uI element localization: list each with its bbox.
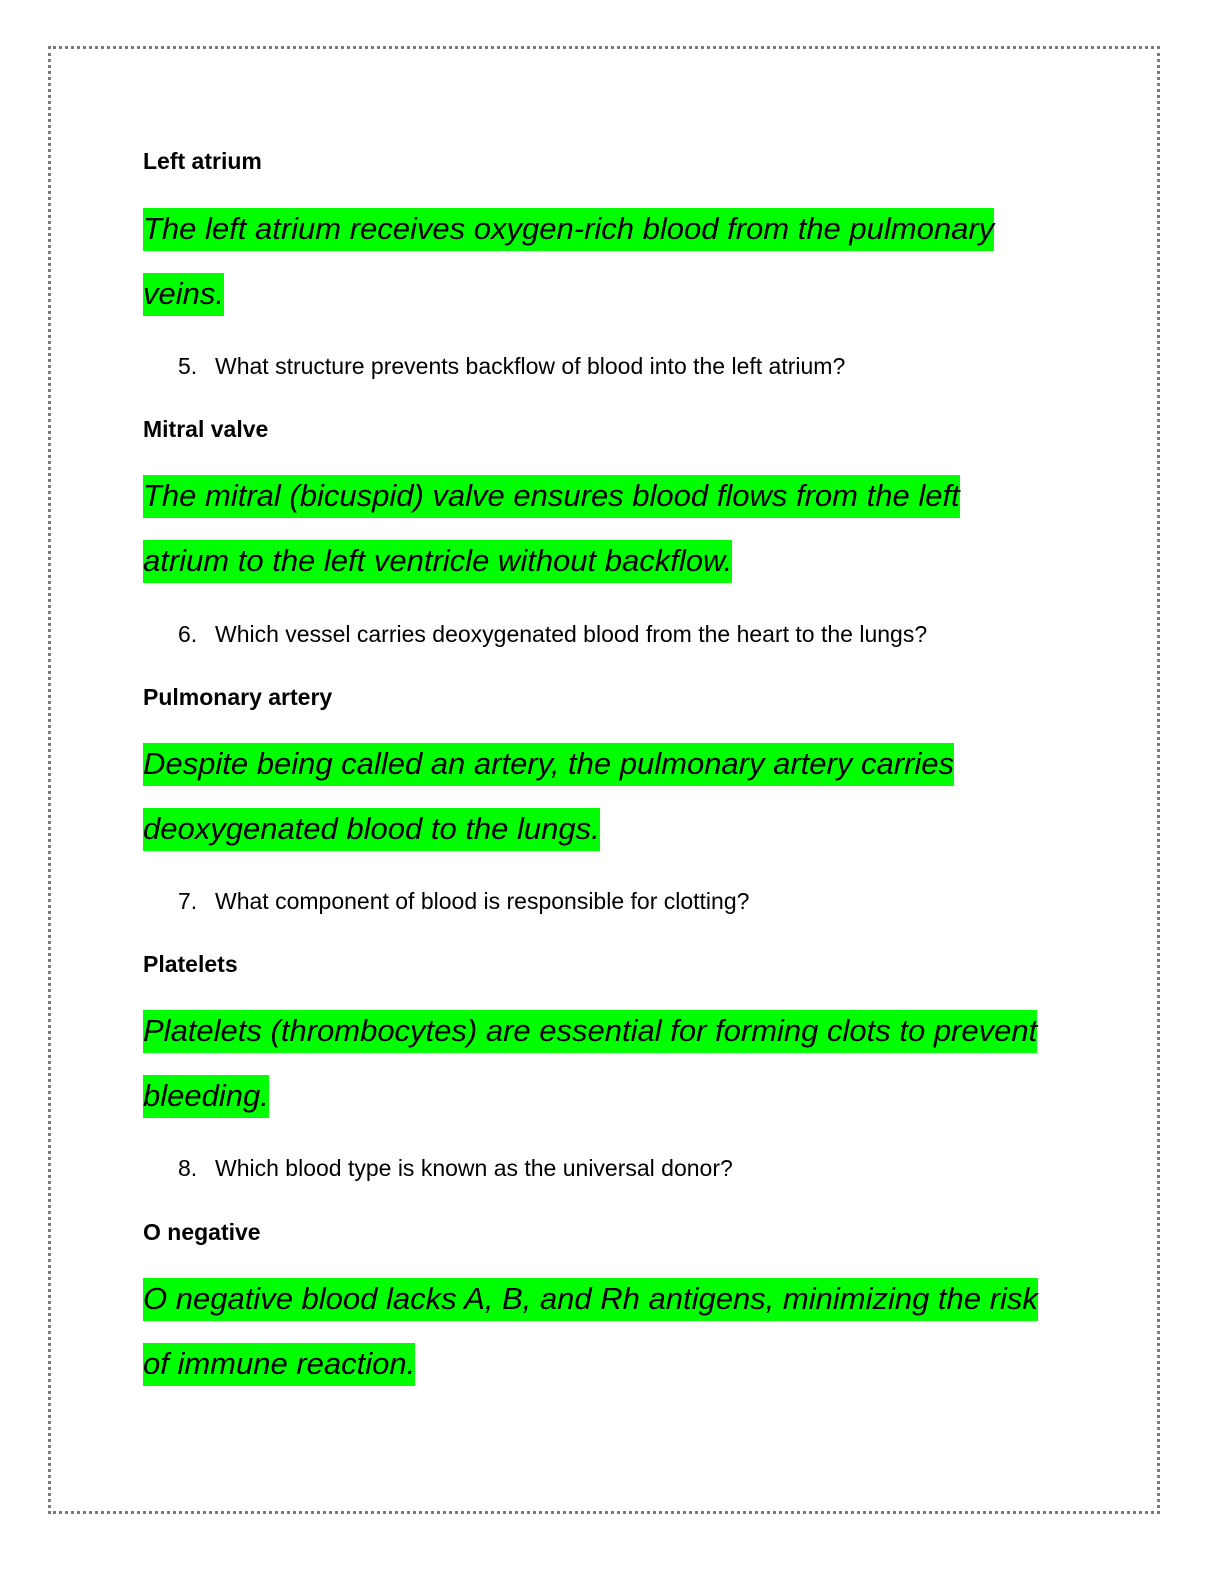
answer-title: Left atrium <box>143 148 262 174</box>
answer-title: Platelets <box>143 951 238 977</box>
answer-title: O negative <box>143 1219 261 1245</box>
answer-explanation <box>143 463 1053 593</box>
answer-title: Mitral valve <box>143 416 269 442</box>
highlighted-text: The mitral (bicuspid) valve ensures blood flows from the left atrium to the left ventricle without backflow. <box>143 475 960 583</box>
question <box>143 1154 1108 1182</box>
highlighted-text: Platelets (thrombocytes) are essential for forming clots to prevent bleeding. <box>143 1010 1037 1118</box>
question-number: 5. <box>178 353 198 379</box>
question-text: What structure prevents backflow of blood into the left atrium? <box>215 353 846 379</box>
highlighted-text: Despite being called an artery, the pulmonary artery carries deoxygenated blood to the lungs. <box>143 743 954 851</box>
question-text: What component of blood is responsible for clotting? <box>215 888 750 914</box>
question-number: 6. <box>178 621 198 647</box>
answer-title: Pulmonary artery <box>143 684 333 710</box>
answer-explanation <box>143 1266 1053 1396</box>
answer-explanation <box>143 196 1053 326</box>
answer-explanation <box>143 998 1053 1128</box>
question-number: 8. <box>178 1155 198 1181</box>
question <box>143 887 1108 915</box>
question <box>143 620 1108 648</box>
question-text: Which vessel carries deoxygenated blood from the heart to the lungs? <box>215 621 928 647</box>
question-text: Which blood type is known as the universal donor? <box>215 1155 733 1181</box>
answer-explanation <box>143 731 1053 861</box>
question-number: 7. <box>178 888 198 914</box>
question <box>143 352 1108 380</box>
highlighted-text: O negative blood lacks A, B, and Rh antigens, minimizing the risk of immune reaction. <box>143 1278 1038 1386</box>
highlighted-text: The left atrium receives oxygen-rich blood from the pulmonary veins. <box>143 208 994 316</box>
